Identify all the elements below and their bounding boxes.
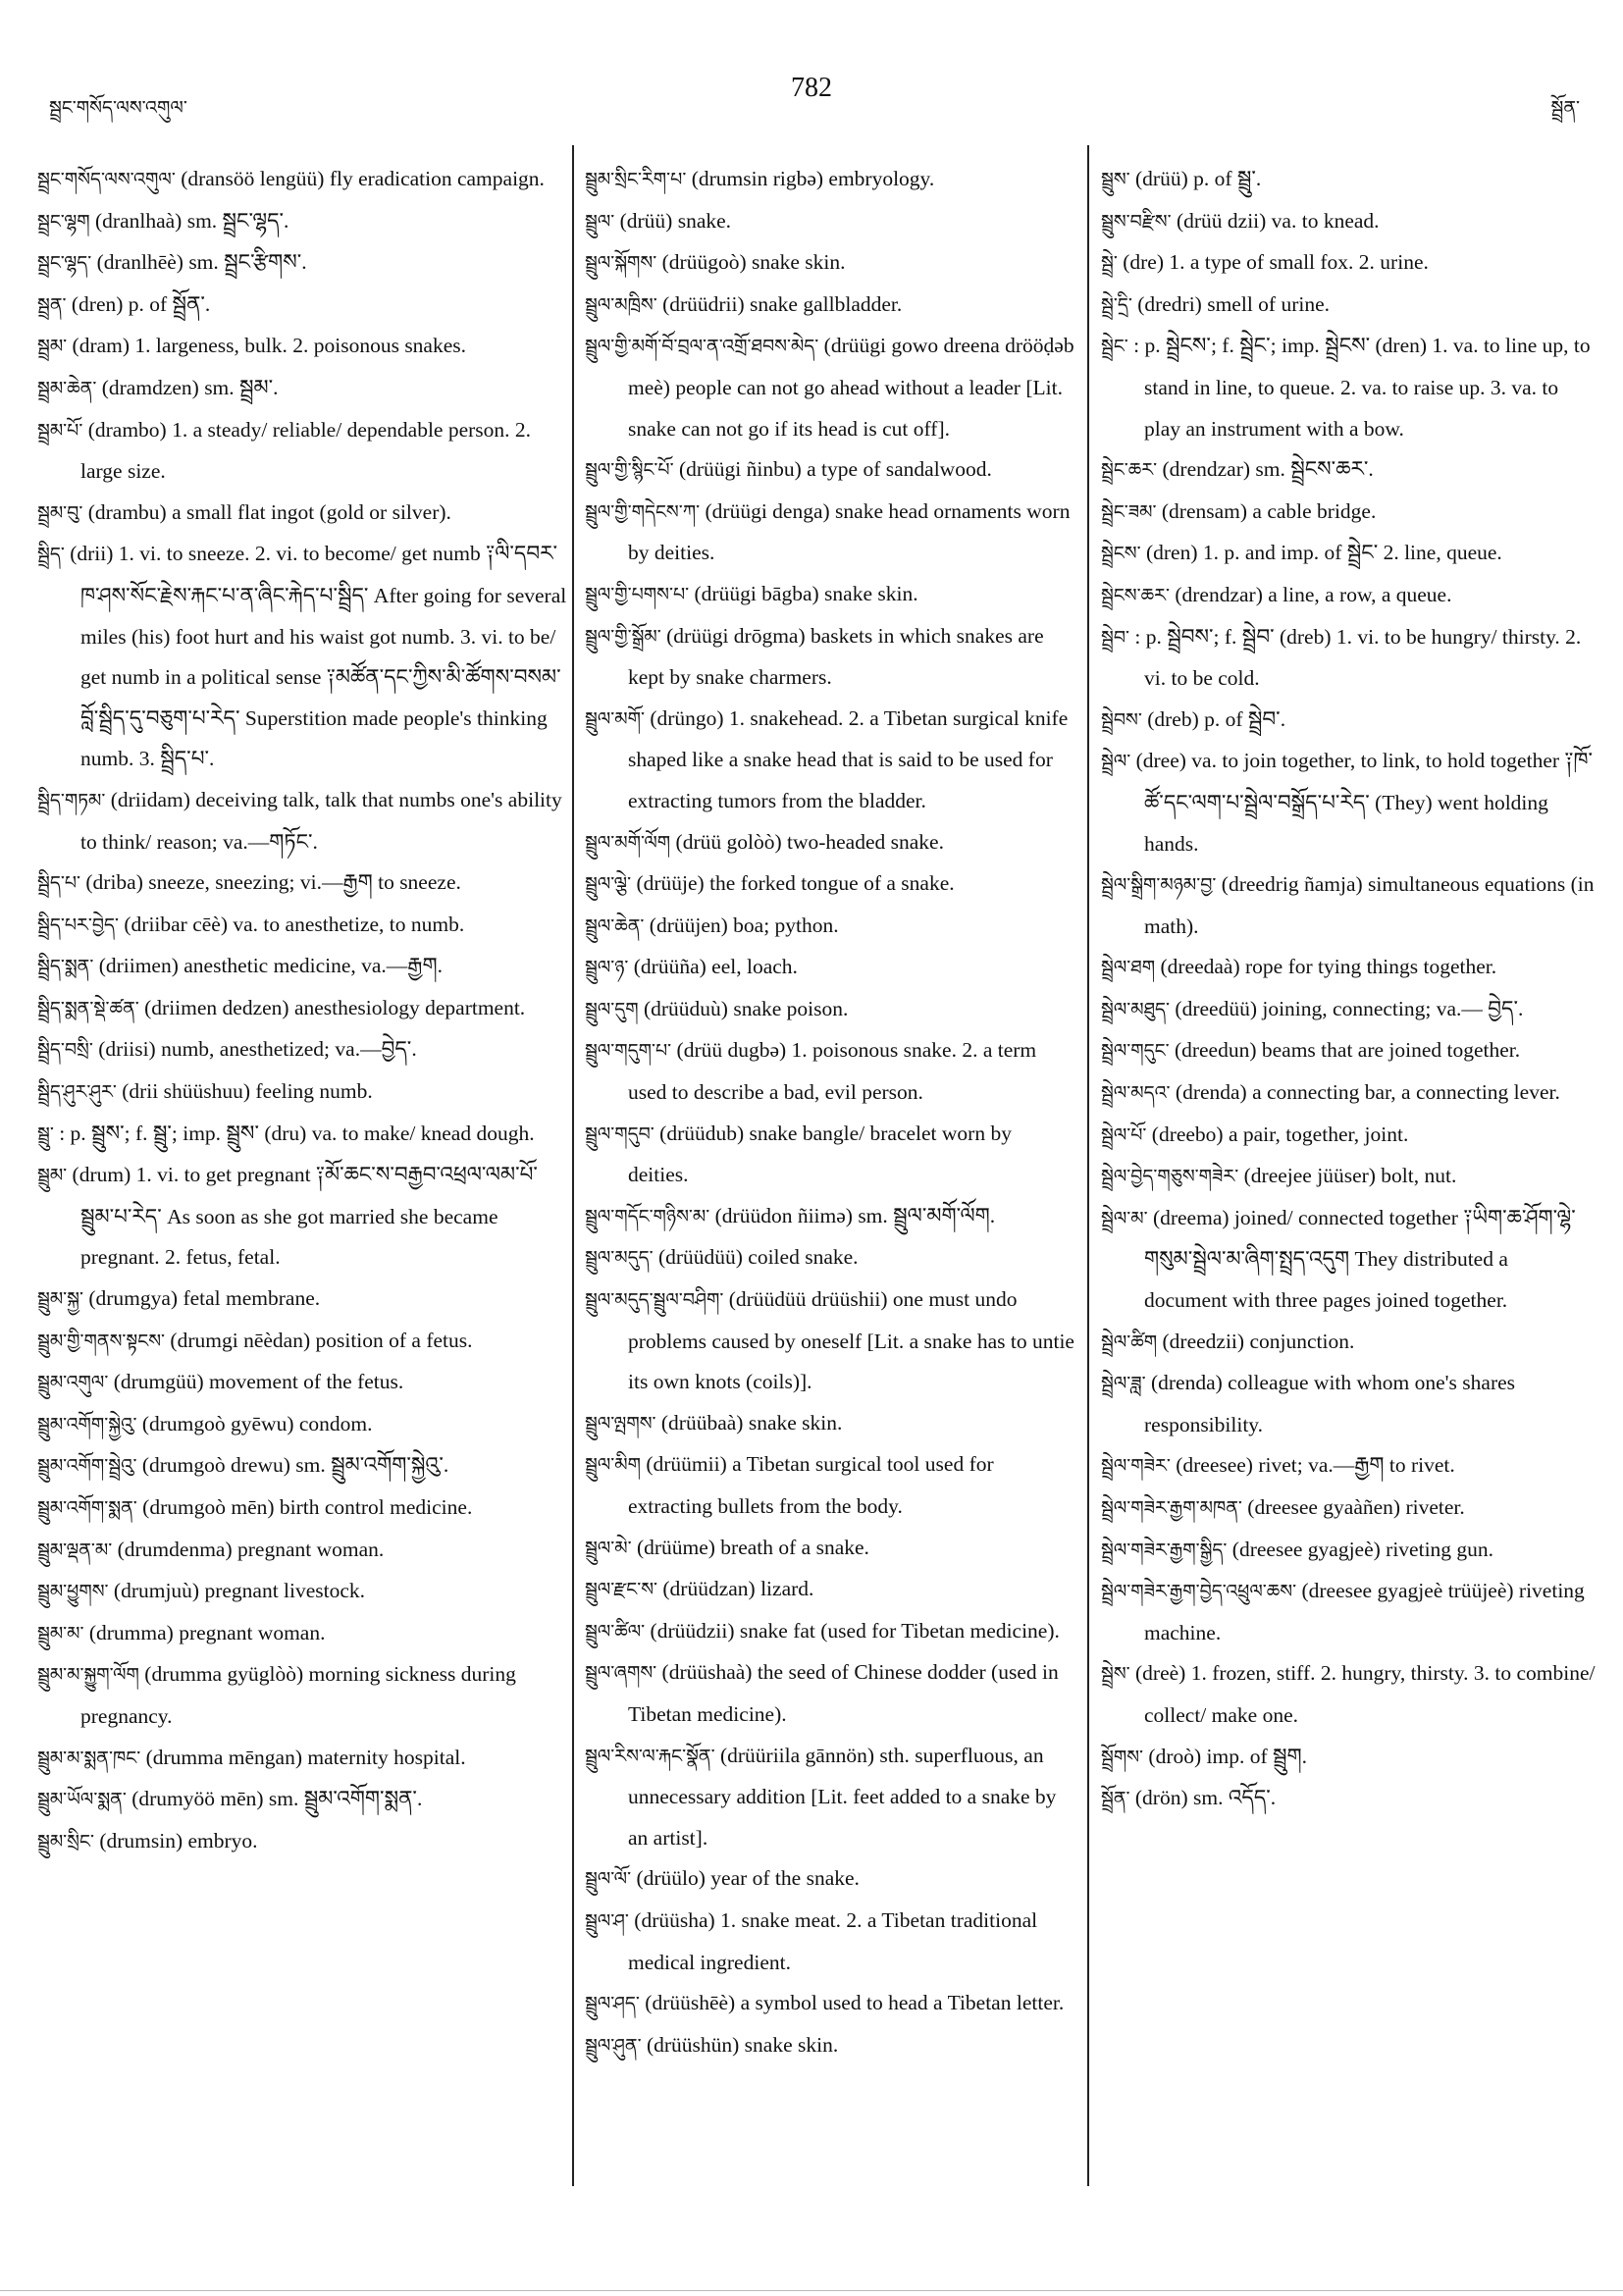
dictionary-entry bbox=[37, 780, 567, 862]
dictionary-entry bbox=[585, 574, 1075, 616]
dictionary-entry bbox=[1101, 741, 1597, 864]
dictionary-entry bbox=[1101, 533, 1597, 575]
entry-definition: (driibar cēè) va. to anesthetize, to numb. bbox=[124, 912, 465, 936]
entry-definition: (drumdenma) pregnant woman. bbox=[117, 1537, 385, 1561]
entry-definition: (drii shüüshuu) feeling numb. bbox=[122, 1079, 373, 1104]
entry-headword: སྦྲེང་ bbox=[1101, 336, 1128, 358]
entry-headword: སྦྲུམ་སྲིང་ bbox=[37, 1830, 94, 1852]
dictionary-entry bbox=[37, 159, 567, 201]
dictionary-entry bbox=[1101, 1363, 1597, 1445]
entry-definition: (drüüdrii) snake gallbladder. bbox=[662, 291, 903, 316]
entry-headword: སྦྲེལ་ཟླ་ bbox=[1101, 1373, 1146, 1395]
dictionary-entry bbox=[1101, 1156, 1597, 1198]
entry-headword: སྦྲེལ་བྱེད་གཅུས་གཟེར་ bbox=[1101, 1166, 1239, 1188]
dictionary-entry bbox=[1101, 1571, 1597, 1653]
entry-headword: སྦྲེལ་གདུང་ bbox=[1101, 1040, 1170, 1063]
entry-definition: (drüümii) a Tibetan surgical tool used for extracting bullets from the body. bbox=[628, 1452, 994, 1518]
entry-definition: (drön) sm. འདོད་. bbox=[1134, 1786, 1277, 1810]
page-bottom-edge bbox=[0, 2290, 1623, 2291]
entry-definition: (dranlhēè) sm. སྦྲང་རྩིགས་. bbox=[96, 250, 307, 275]
entry-definition: (drüügi bāgba) snake skin. bbox=[694, 581, 918, 605]
dictionary-entry bbox=[37, 1779, 567, 1821]
dictionary-entry bbox=[585, 1569, 1075, 1611]
dictionary-entry bbox=[585, 492, 1075, 574]
entry-definition: (drum) 1. vi. to get pregnant ༑མོ་ཆང་ས་བརྒྱབ་འཕྲལ་ལམ་པོ་སྦྲུམ་པ་རེད་ As soon as she got married she became pregnant. 2. fetus, fetal. bbox=[72, 1163, 538, 1270]
entry-definition: (drüüje) the forked tongue of a snake. bbox=[636, 871, 955, 896]
entry-headword: སྦྲུལ་གདུག་པ་ bbox=[585, 1040, 672, 1063]
entry-definition: (drüüdub) snake bangle/ bracelet worn by deities. bbox=[628, 1121, 1012, 1187]
dictionary-entry bbox=[37, 1530, 567, 1572]
entry-headword: སྦྲེབ་ bbox=[1101, 626, 1129, 649]
entry-definition: (drumgya) fetal membrane. bbox=[88, 1286, 321, 1311]
entry-headword: སྦྲུལ་མདུད་སྦྲུལ་བཤིག་ bbox=[585, 1289, 724, 1312]
header-right-headword: སྦྲོན་ bbox=[1550, 97, 1580, 119]
dictionary-entry bbox=[1101, 864, 1597, 947]
entry-definition: (dreedüü) joining, connecting; va.— བྱེད་. bbox=[1175, 996, 1524, 1020]
entry-headword: སྦྲུལ་ལོ་ bbox=[585, 1868, 632, 1891]
dictionary-entry bbox=[1101, 1115, 1597, 1157]
entry-headword: སྦྲམ་བུ་ bbox=[37, 501, 83, 524]
dictionary-entry bbox=[37, 1571, 567, 1613]
dictionary-entry bbox=[37, 862, 567, 905]
dictionary-entry bbox=[37, 1738, 567, 1780]
entry-headword: སྦྲུལ་གྱི་སྙིང་པོ་ bbox=[585, 459, 674, 482]
entry-definition: (drüülo) year of the snake. bbox=[636, 1866, 860, 1891]
entry-definition: : p. སྦྲེངས་; f. སྦྲེང་; imp. སྦྲེངས་ (dren) 1. va. to line up, to stand in line, to queue. 2. va. to raise up. 3. va. to play an instrument with a bow. bbox=[1133, 334, 1591, 441]
entry-headword: སྦྲེང་ཆར་ bbox=[1101, 459, 1158, 482]
entry-headword: སྦྲུ་ bbox=[37, 1122, 54, 1145]
dictionary-entry bbox=[585, 1983, 1075, 2025]
column-divider bbox=[572, 145, 574, 2186]
dictionary-entry bbox=[37, 201, 567, 243]
entry-headword: སྦྲེ་ bbox=[1101, 252, 1118, 275]
entry-headword: སྦྲུས་ bbox=[1101, 169, 1130, 190]
entry-headword: སྦྲུམ་མ་སྐྱུག་ལོག bbox=[37, 1664, 139, 1687]
dictionary-entry bbox=[1101, 1653, 1597, 1736]
entry-definition: (drii) 1. vi. to sneeze. 2. vi. to become/ get numb ༑ལི་དབར་ཁ་ཤས་སོང་རྗེས་རྐང་པ་ན་ཞིང་རྐེད་པ་སྦྲིད་ After going for several miles (his) foot hurt and his waist got numb. 3. vi. to be/ get numb in a political sense ༑མཚོན་དང་ཀྱིས་མི་ཚོགས་བསམ་བློ་སྦྲིད་དུ་བཅུག་པ་རེད་ Superstition made people's thinking numb. 3. སྦྲིད་པ་. bbox=[70, 542, 567, 771]
entry-headword: སྦྲེལ་མདའ་ bbox=[1101, 1082, 1171, 1105]
entry-definition: (drüü dzii) va. to knead. bbox=[1176, 208, 1380, 233]
entry-definition: (dramdzen) sm. སྦྲམ་. bbox=[101, 375, 279, 399]
entry-headword: སྦྲུམ་ bbox=[37, 1165, 68, 1187]
entry-definition: (drumma gyüglòò) morning sickness during pregnancy. bbox=[80, 1662, 516, 1728]
dictionary-entry bbox=[585, 1403, 1075, 1445]
dictionary-entry bbox=[37, 1114, 567, 1156]
entry-definition: (drüüshün) snake skin. bbox=[646, 2032, 839, 2057]
entry-headword: སྦྲེངས་ bbox=[1101, 543, 1141, 565]
dictionary-entry bbox=[1101, 575, 1597, 617]
entry-headword: སྦྲིད་སྨན་སྡེ་ཚན་ bbox=[37, 997, 139, 1019]
dictionary-entry bbox=[1101, 1487, 1597, 1530]
entry-definition: (drumma mēngan) maternity hospital. bbox=[145, 1745, 466, 1769]
dictionary-entry bbox=[37, 1445, 567, 1487]
entry-definition: (drüü golòò) two-headed snake. bbox=[675, 829, 944, 854]
entry-headword: སྦྲུམ་སྲིང་རིག་པ་ bbox=[585, 169, 687, 190]
entry-headword: སྦྲུལ་ཚིལ་ bbox=[585, 1620, 646, 1643]
entry-definition: (dreesee gyaàñen) riveter. bbox=[1247, 1495, 1465, 1519]
dictionary-entry bbox=[37, 905, 567, 947]
dictionary-entry bbox=[37, 1029, 567, 1071]
entry-headword: སྦྲུལ་ཤུན་ bbox=[585, 2034, 642, 2057]
entry-headword: སྦྲུལ་སྐོགས་ bbox=[585, 252, 657, 275]
entry-definition: (drüngo) 1. snakehead. 2. a Tibetan surgical knife shaped like a snake head that is said to be used for extracting tumors from the bladder. bbox=[628, 705, 1069, 812]
entry-definition: (dram) 1. largeness, bulk. 2. poisonous snakes. bbox=[72, 334, 467, 358]
entry-definition: : p. སྦྲེབས་; f. སྦྲེབ་ (dreb) 1. vi. to be hungry/ thirsty. 2. vi. to be cold. bbox=[1134, 624, 1582, 691]
dictionary-entry bbox=[37, 1278, 567, 1321]
dictionary-entry bbox=[1101, 492, 1597, 534]
dictionary-entry bbox=[1101, 201, 1597, 243]
entry-headword: སྦྲུལ་གྱི་གདེངས་ཀ་ bbox=[585, 500, 701, 523]
dictionary-entry bbox=[37, 1155, 567, 1278]
entry-headword: སྦྲུལ་གྱི་པགས་པ་ bbox=[585, 583, 690, 605]
entry-headword: སྦྲུལ་མཁྲིས་ bbox=[585, 293, 657, 316]
entry-definition: (drenda) colleague with whom one's shares responsibility. bbox=[1144, 1371, 1516, 1436]
entry-headword: སྦྲིད་ཤུར་ཤུར་ bbox=[37, 1081, 117, 1104]
dictionary-entry bbox=[585, 1237, 1075, 1279]
dictionary-entry bbox=[585, 1114, 1075, 1196]
dictionary-entry bbox=[37, 1613, 567, 1655]
dictionary-entry bbox=[1101, 1030, 1597, 1072]
entry-headword: སྦྲུལ་གྱི་མགོ་བོ་བྲལ་ན་འགྲོ་ཐབས་མེད་ bbox=[585, 336, 819, 358]
entry-headword: སྦྲེལ་པོ་ bbox=[1101, 1123, 1147, 1146]
entry-definition: (drüüduù) snake poison. bbox=[643, 996, 849, 1020]
entry-definition: (drüüdüü drüüshii) one must undo problems caused by oneself [Lit. a snake has to untie its own knots (coils)]. bbox=[628, 1287, 1074, 1394]
entry-definition: (driisi) numb, anesthetized; va.—བྱེད་. bbox=[98, 1037, 417, 1062]
column-3 bbox=[1101, 159, 1597, 1820]
entry-headword: སྦྲམ་ཆེན་ bbox=[37, 377, 97, 399]
entry-definition: (drüü) snake. bbox=[619, 208, 732, 233]
entry-definition: (drüüshēè) a symbol used to head a Tibetan letter. bbox=[645, 1991, 1065, 2015]
entry-definition: (droò) imp. of སྦྲུག. bbox=[1148, 1744, 1308, 1768]
entry-headword: སྦྲམ་པོ་ bbox=[37, 419, 83, 442]
entry-definition: (drumsin rigbə) embryology. bbox=[691, 167, 935, 190]
entry-definition: (drüü dugbə) 1. poisonous snake. 2. a term used to describe a bad, evil person. bbox=[628, 1038, 1037, 1105]
entry-headword: སྦྲུལ་རིས་ལ་རྐང་སྣོན་ bbox=[585, 1745, 715, 1767]
entry-headword: སྦྲན་ bbox=[37, 293, 67, 316]
entry-definition: (dranlhaà) sm. སྦྲང་ལྷད་. bbox=[95, 208, 289, 233]
entry-headword: སྦྲུལ་མདུད་ bbox=[585, 1247, 654, 1270]
entry-definition: (drendzar) sm. སྦྲེངས་ཆར་. bbox=[1162, 457, 1374, 482]
dictionary-entry bbox=[585, 285, 1075, 327]
column-1 bbox=[37, 159, 567, 1862]
dictionary-entry bbox=[585, 616, 1075, 699]
dictionary-entry bbox=[585, 989, 1075, 1031]
entry-definition: (drensam) a cable bridge. bbox=[1161, 498, 1377, 523]
entry-headword: སྦྲུམ་མ་སྨན་ཁང་ bbox=[37, 1747, 141, 1769]
entry-headword: སྦྲེལ་གཟེར་ bbox=[1101, 1455, 1171, 1478]
dictionary-entry bbox=[585, 1030, 1075, 1113]
entry-definition: (driimen) anesthetic medicine, va.—རྒྱག. bbox=[98, 954, 443, 978]
entry-definition: (dreedrig ñamja) simultaneous equations (in math). bbox=[1144, 872, 1595, 938]
entry-headword: སྦྲིད་པ་ bbox=[37, 872, 80, 895]
entry-definition: (drüüña) eel, loach. bbox=[633, 955, 798, 979]
entry-definition: (drüüdzan) lizard. bbox=[662, 1577, 814, 1601]
entry-definition: : p. སྦྲུས་; f. སྦྲུ་; imp. སྦྲུས་ (dru) va. to make/ knead dough. bbox=[59, 1121, 535, 1145]
entry-definition: (drüüme) breath of a snake. bbox=[636, 1535, 869, 1559]
dictionary-entry bbox=[37, 493, 567, 535]
entry-headword: སྦྲུམ་ཡོལ་སྨན་ bbox=[37, 1789, 127, 1811]
dictionary-entry bbox=[585, 947, 1075, 989]
entry-definition: (driimen dedzen) anesthesiology department. bbox=[144, 995, 526, 1019]
dictionary-entry bbox=[1101, 1445, 1597, 1487]
dictionary-entry bbox=[37, 242, 567, 285]
entry-definition: (dren) 1. p. and imp. of སྦྲེང་ 2. line, queue. bbox=[1145, 541, 1502, 565]
entry-definition: (dreesee) rivet; va.—རྒྱག to rivet. bbox=[1176, 1453, 1455, 1478]
dictionary-entry bbox=[37, 410, 567, 493]
entry-headword: སྦྲོན་ bbox=[1101, 1788, 1130, 1810]
dictionary-entry bbox=[1101, 947, 1597, 989]
entry-definition: (dre) 1. a type of small fox. 2. urine. bbox=[1123, 250, 1429, 275]
entry-headword: སྦྲེལ་གཟེར་རྒྱག་མཁན་ bbox=[1101, 1497, 1242, 1519]
entry-headword: སྦྲིད་ bbox=[37, 544, 65, 566]
entry-definition: (drüüsha) 1. snake meat. 2. a Tibetan traditional medical ingredient. bbox=[628, 1907, 1038, 1974]
dictionary-entry bbox=[585, 863, 1075, 906]
dictionary-entry bbox=[1101, 242, 1597, 285]
entry-definition: (drüügi drōgma) baskets in which snakes are kept by snake charmers. bbox=[628, 623, 1044, 690]
dictionary-entry bbox=[1101, 1778, 1597, 1820]
dictionary-entry bbox=[1101, 1322, 1597, 1364]
entry-headword: སྦྲེས་ bbox=[1101, 1663, 1130, 1686]
entry-definition: (dreebo) a pair, together, joint. bbox=[1151, 1122, 1409, 1146]
dictionary-entry bbox=[1101, 1530, 1597, 1572]
dictionary-entry bbox=[37, 1071, 567, 1114]
dictionary-entry bbox=[585, 201, 1075, 243]
entry-definition: (dreedzii) conjunction. bbox=[1162, 1329, 1355, 1353]
entry-definition: (drüügi gowo dreena drööḍəb meè) people can not go ahead without a leader [Lit. snake can not go if its head is cut off]. bbox=[628, 334, 1074, 441]
dictionary-entry bbox=[1101, 1737, 1597, 1779]
dictionary-entry bbox=[37, 988, 567, 1030]
entry-definition: (drüü) p. of སྦྲུ་. bbox=[1135, 167, 1262, 190]
dictionary-entry bbox=[1101, 617, 1597, 700]
entry-definition: (drüüshaà) the seed of Chinese dodder (used in Tibetan medicine). bbox=[628, 1660, 1059, 1726]
entry-headword: སྦྲེལ་ཐག bbox=[1101, 957, 1156, 979]
entry-headword: སྦྲུམ་གྱི་གནས་སྟངས་ bbox=[37, 1330, 166, 1352]
entry-definition: (dreema) joined/ connected together ༑ཡིག་ཆ་ཤོག་ལྷེ་གསུམ་སྦྲེལ་མ་ཞིག་སྤྲད་འདུག They distributed a document with three pages joined together. bbox=[1144, 1205, 1576, 1313]
dictionary-entry bbox=[585, 1528, 1075, 1570]
entry-headword: སྦྲེལ་ཚིག bbox=[1101, 1331, 1158, 1353]
dictionary-entry bbox=[585, 2025, 1075, 2067]
entry-headword: སྦྲུལ་རྫང་ས་ bbox=[585, 1579, 658, 1601]
entry-definition: (dreè) 1. frozen, stiff. 2. hungry, thirsty. 3. to combine/ collect/ make one. bbox=[1135, 1661, 1596, 1727]
entry-headword: སྦྲུལ་ཤ་ bbox=[585, 1909, 629, 1932]
entry-headword: སྦྲུལ་ཉ་ bbox=[585, 957, 629, 979]
entry-headword: སྦྲེལ་སྒྲིག་མཉམ་བྱ་ bbox=[1101, 874, 1217, 897]
entry-headword: སྦྲུལ་ཤད་ bbox=[585, 1993, 640, 2015]
dictionary-entry bbox=[585, 1858, 1075, 1901]
entry-definition: (drendzar) a line, a row, a queue. bbox=[1175, 582, 1452, 606]
dictionary-entry bbox=[1101, 989, 1597, 1031]
entry-definition: (dreedaà) rope for tying things together. bbox=[1160, 955, 1497, 979]
dictionary-entry bbox=[1101, 449, 1597, 492]
dictionary-entry bbox=[585, 906, 1075, 948]
dictionary-entry bbox=[585, 1901, 1075, 1983]
entry-definition: (dredri) smell of urine. bbox=[1137, 291, 1331, 316]
entry-definition: (drüügi denga) snake head ornaments worn by deities. bbox=[628, 498, 1071, 565]
entry-definition: (drumgoò mēn) birth control medicine. bbox=[142, 1495, 473, 1519]
entry-headword: སྦྲེབས་ bbox=[1101, 708, 1142, 731]
entry-headword: སྦྲིད་སྨན་ bbox=[37, 956, 94, 978]
entry-definition: (driidam) deceiving talk, talk that numbs one's ability to think/ reason; va.—གཏོང་. bbox=[80, 787, 562, 854]
entry-headword: སྦྲེ་དྲི་ bbox=[1101, 293, 1132, 316]
page-number: 782 bbox=[791, 73, 832, 103]
dictionary-entry bbox=[37, 534, 567, 780]
dictionary-entry bbox=[37, 1321, 567, 1363]
entry-definition: (drumyöö mēn) sm. སྦྲུམ་འགོག་སྨན་. bbox=[131, 1787, 423, 1811]
dictionary-entry bbox=[37, 285, 567, 327]
dictionary-entry bbox=[585, 242, 1075, 285]
entry-definition: (dreb) p. of སྦྲེབ་. bbox=[1147, 706, 1286, 731]
dictionary-entry bbox=[585, 326, 1075, 449]
header-left-headword: སྦྲང་གསོད་ལས་འགུལ་ bbox=[49, 97, 187, 119]
entry-definition: (drambo) 1. a steady/ reliable/ dependable person. 2. large size. bbox=[80, 417, 532, 484]
entry-headword: སྦྲང་ལྷད་ bbox=[37, 252, 92, 275]
entry-headword: སྦྲུལ་མེ་ bbox=[585, 1537, 632, 1559]
dictionary-entry bbox=[37, 1487, 567, 1530]
entry-headword: སྦྲུལ་ལྕེ་ bbox=[585, 873, 632, 896]
dictionary-entry bbox=[585, 1279, 1075, 1403]
dictionary-entry bbox=[585, 1444, 1075, 1527]
entry-headword: སྦྲེལ་མཐུད་ bbox=[1101, 998, 1171, 1020]
entry-headword: སྦྲུལ་གདོང་གཉིས་མ་ bbox=[585, 1205, 710, 1227]
entry-definition: (dransöö lengüü) fly eradication campaign. bbox=[181, 167, 545, 190]
entry-headword: སྦྲུལ་ཆེན་ bbox=[585, 914, 645, 937]
entry-definition: (drüübaà) snake skin. bbox=[660, 1410, 843, 1435]
entry-definition: (drüüdon ñiimə) sm. སྦྲུལ་མགོ་ལོག. bbox=[714, 1203, 996, 1227]
entry-definition: (drüüriila gānnön) sth. superfluous, an unnecessary addition [Lit. feet added to a snake by an artist]. bbox=[628, 1743, 1057, 1850]
entry-headword: སྦྲུམ་ལྡན་མ་ bbox=[37, 1539, 113, 1561]
entry-definition: (drumgoò gyēwu) condom. bbox=[141, 1411, 373, 1435]
entry-definition: (drumgi nēèdan) position of a fetus. bbox=[170, 1328, 473, 1352]
entry-headword: སྦྲུམ་འགོག་སྦྲེའུ་ bbox=[37, 1455, 137, 1478]
dictionary-entry bbox=[37, 1362, 567, 1404]
entry-headword: སྦྲམ་ bbox=[37, 336, 68, 358]
dictionary-entry bbox=[1101, 326, 1597, 449]
dictionary-entry bbox=[585, 1736, 1075, 1859]
entry-definition: (dren) p. of སྦྲོན་. bbox=[71, 291, 211, 316]
dictionary-entry bbox=[37, 326, 567, 368]
dictionary-entry bbox=[1101, 1198, 1597, 1322]
entry-headword: སྦྲེལ་གཟེར་རྒྱག་བྱེད་འཕྲུལ་ཆས་ bbox=[1101, 1581, 1297, 1603]
dictionary-entry bbox=[37, 1821, 567, 1863]
entry-headword: སྦྲུལ་མགོ་ bbox=[585, 707, 645, 730]
entry-definition: (drumgüü) movement of the fetus. bbox=[113, 1370, 404, 1394]
entry-headword: སྦྲང་གསོད་ལས་འགུལ་ bbox=[37, 169, 176, 190]
dictionary-entry bbox=[585, 822, 1075, 864]
entry-definition: (drüüjen) boa; python. bbox=[649, 913, 839, 937]
dictionary-entry bbox=[37, 946, 567, 988]
dictionary-entry bbox=[1101, 700, 1597, 742]
entry-headword: སྦྲུས་བརྫིས་ bbox=[1101, 210, 1172, 233]
entry-headword: སྦྲུམ་འགོག་སྐྱེའུ་ bbox=[37, 1413, 137, 1435]
entry-headword: སྦྲེལ་མ་ bbox=[1101, 1207, 1148, 1229]
entry-headword: སྦྲེང་ཟམ་ bbox=[1101, 500, 1157, 523]
entry-headword: སྦྲུམ་འགུལ་ bbox=[37, 1372, 109, 1394]
entry-definition: (drenda) a connecting bar, a connecting lever. bbox=[1175, 1080, 1560, 1105]
entry-headword: སྦྲུམ་མ་ bbox=[37, 1622, 84, 1644]
entry-headword: སྦྲེལ་གཟེར་རྒྱག་སྒྱིད་ bbox=[1101, 1539, 1228, 1561]
entry-headword: སྦྲེལ་ bbox=[1101, 751, 1131, 773]
entry-definition: (dreesee gyagjeè) riveting gun. bbox=[1231, 1537, 1494, 1561]
entry-definition: (drumsin) embryo. bbox=[99, 1828, 258, 1852]
entry-definition: (drumjuù) pregnant livestock. bbox=[113, 1579, 366, 1603]
entry-headword: སྦྲུམ་ཕྱུགས་ bbox=[37, 1581, 109, 1603]
entry-definition: (drüügoò) snake skin. bbox=[661, 250, 846, 275]
dictionary-entry bbox=[1101, 159, 1597, 201]
entry-definition: (drumgoò drewu) sm. སྦྲུམ་འགོག་སྐྱེའུ་. bbox=[141, 1453, 449, 1478]
entry-headword: སྦྲང་ལྷག bbox=[37, 210, 90, 233]
column-divider bbox=[1087, 145, 1089, 2186]
entry-headword: སྦྲིད་བསྲི་ bbox=[37, 1039, 93, 1062]
entry-headword: སྦྲུལ་ bbox=[585, 210, 615, 233]
entry-headword: སྦྲུམ་སྐྱ་ bbox=[37, 1288, 83, 1311]
entry-headword: སྦྲུལ་དུག bbox=[585, 998, 639, 1020]
entry-definition: (drüüdzii) snake fat (used for Tibetan medicine). bbox=[650, 1618, 1060, 1643]
entry-headword: སྦྲིད་པར་བྱེད་ bbox=[37, 913, 119, 936]
entry-headword: སྦྲུལ་གདུབ་ bbox=[585, 1122, 654, 1145]
entry-headword: སྦྲུལ་གྱི་སྒྲོམ་ bbox=[585, 625, 661, 648]
dictionary-entry bbox=[37, 368, 567, 410]
dictionary-entry bbox=[1101, 285, 1597, 327]
column-2 bbox=[585, 159, 1075, 2066]
dictionary-entry bbox=[585, 159, 1075, 201]
entry-headword: སྦྲུལ་ཞགས་ bbox=[585, 1662, 657, 1685]
entry-definition: (dreesee gyagjeè trüüjeè) riveting machine. bbox=[1144, 1579, 1585, 1644]
entry-headword: སྦྲུལ་མགོ་ལོག bbox=[585, 831, 671, 854]
entry-headword: སྦྲོགས་ bbox=[1101, 1746, 1144, 1768]
entry-headword: སྦྲིད་གཏམ་ bbox=[37, 789, 106, 811]
entry-definition: (drumma) pregnant woman. bbox=[88, 1620, 326, 1644]
entry-headword: སྦྲུལ་ལྤགས་ bbox=[585, 1412, 656, 1435]
entry-definition: (dreedun) beams that are joined together. bbox=[1174, 1038, 1521, 1063]
dictionary-entry bbox=[585, 449, 1075, 492]
entry-headword: སྦྲུལ་མིག bbox=[585, 1454, 641, 1477]
dictionary-entry bbox=[37, 1404, 567, 1446]
dictionary-entry bbox=[37, 1654, 567, 1737]
dictionary-entry bbox=[1101, 1072, 1597, 1115]
entry-definition: (drambu) a small flat ingot (gold or silver). bbox=[87, 499, 451, 524]
dictionary-entry bbox=[585, 699, 1075, 822]
dictionary-entry bbox=[585, 1611, 1075, 1653]
entry-definition: (driba) sneeze, sneezing; vi.—རྒྱག to sneeze. bbox=[85, 870, 461, 895]
dictionary-entry bbox=[585, 1652, 1075, 1735]
entry-definition: (drüüdüü) coiled snake. bbox=[657, 1245, 859, 1270]
entry-headword: སྦྲེངས་ཆར་ bbox=[1101, 584, 1170, 606]
entry-definition: (dree) va. to join together, to link, to hold together ༑ཁོ་ཚོ་དང་ལག་པ་སྦྲེལ་བསྒྲོད་པ་རེད་ (They) went holding hands. bbox=[1135, 749, 1594, 856]
entry-definition: (dreejee jüüser) bolt, nut. bbox=[1243, 1164, 1457, 1188]
dictionary-entry bbox=[585, 1196, 1075, 1238]
entry-headword: སྦྲུམ་འགོག་སྨན་ bbox=[37, 1497, 137, 1519]
entry-definition: (drüügi ñinbu) a type of sandalwood. bbox=[678, 457, 992, 482]
